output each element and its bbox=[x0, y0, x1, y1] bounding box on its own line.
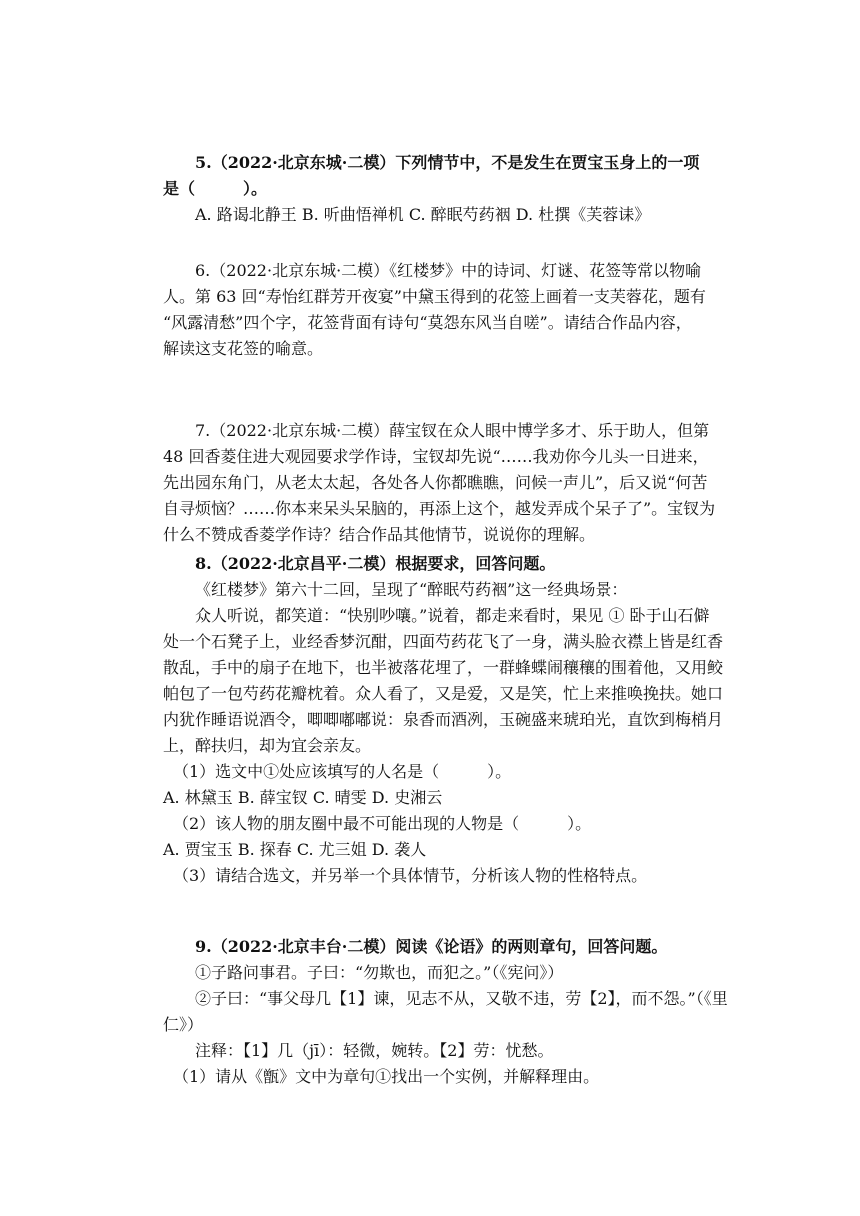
question-9 bbox=[163, 934, 763, 1090]
q5-stem-line2: 是（ ）。 bbox=[163, 179, 268, 198]
question-6 bbox=[163, 258, 763, 362]
q5-stem-line1: 5.（2022·北京东城·二模）下列情节中，不是发生在贾宝玉身上的一项 bbox=[195, 153, 700, 172]
q9-chapter2-line1: ②子曰：“事父母几【1】谏，见志不从，又敬不违，劳【2】，而不怨。”（《里 bbox=[195, 989, 728, 1008]
q6-line4: 解读这支花签的喻意。 bbox=[163, 339, 324, 358]
q8-passage-line1: 众人听说，都笑道：“快别吵嚷。”说着，都走来看时，果见 ① 卧于山石僻 bbox=[195, 606, 710, 625]
q8-passage-line3: 散乱，手中的扇子在地下，也半被落花埋了，一群蜂蝶闹穰穰的围着他，又用鲛 bbox=[163, 658, 724, 677]
q7-line2: 48 回香菱住进大观园要求学作诗，宝钗却先说“……我劝你今儿头一日进来， bbox=[163, 447, 709, 466]
q9-note: 注释：【1】几（jī）：轻微，婉转。【2】劳：忧愁。 bbox=[195, 1041, 554, 1060]
q8-passage-line2: 处一个石凳子上，业经香梦沉酣，四面芍药花飞了一身，满头脸衣襟上皆是红香 bbox=[163, 632, 724, 651]
q5-options: A. 路谒北静王 B. 听曲悟禅机 C. 醉眠芍药裀 D. 杜撰《芙蓉诔》 bbox=[195, 205, 651, 224]
q8-passage-line4: 帕包了一包芍药花瓣枕着。众人看了，又是爱，又是笑，忙上来推唤挽扶。她口 bbox=[163, 684, 724, 703]
q6-line2: 人。第 63 回“寿怡红群芳开夜宴”中黛玉得到的花签上画着一支芙蓉花，题有 bbox=[163, 287, 706, 306]
q8-sub1: （1）选文中①处应该填写的人名是（ ）。 bbox=[173, 762, 512, 781]
q7-line5: 什么不赞成香菱学作诗？结合作品其他情节，说说你的理解。 bbox=[163, 525, 596, 544]
q8-sub3: （3）请结合选文，并另举一个具体情节，分析该人物的性格特点。 bbox=[173, 866, 648, 885]
q7-line1: 7.（2022·北京东城·二模）薛宝钗在众人眼中博学多才、乐于助人，但第 bbox=[195, 421, 710, 440]
q9-sub1: （1）请从《甑》文中为章句①找出一个实例，并解释理由。 bbox=[173, 1067, 600, 1086]
question-5 bbox=[163, 150, 763, 228]
q8-sub1-options: A. 林黛玉 B. 薛宝钗 C. 晴雯 D. 史湘云 bbox=[163, 788, 443, 807]
q9-chapter2-line2: 仁》） bbox=[163, 1015, 204, 1034]
q8-sub2-options: A. 贾宝玉 B. 探春 C. 尤三姐 D. 袭人 bbox=[163, 840, 427, 859]
question-7 bbox=[163, 418, 763, 548]
q7-line3: 先出园东角门，从老太太起，各处各人你都瞧瞧，问候一声儿”，后又说“何苦 bbox=[163, 473, 708, 492]
q8-intro: 《红楼梦》第六十二回，呈现了“醉眠芍药裀”这一经典场景： bbox=[195, 580, 628, 599]
q8-passage-line5: 内犹作睡语说酒令，唧唧嘟嘟说：泉香而酒冽，玉碗盛来琥珀光，直饮到梅梢月 bbox=[163, 710, 724, 729]
q8-passage-line6: 上，醉扶归，却为宜会亲友。 bbox=[163, 736, 372, 755]
q7-line4: 自寻烦恼？……你本来呆头呆脑的，再添上这个，越发弄成个呆子了”。宝钗为 bbox=[163, 499, 716, 518]
q8-sub2: （2）该人物的朋友圈中最不可能出现的人物是（ ）。 bbox=[173, 814, 592, 833]
q9-title: 9.（2022·北京丰台·二模）阅读《论语》的两则章句，回答问题。 bbox=[195, 937, 668, 956]
q9-chapter1: ①子路问事君。子曰：“勿欺也，而犯之。”（《宪问》） bbox=[195, 963, 564, 982]
q6-line1: 6.（2022·北京东城·二模）《红楼梦》中的诗词、灯谜、花签等常以物喻 bbox=[195, 261, 702, 280]
q6-line3: “风露清愁”四个字，花签背面有诗句“莫怨东风当自嗟”。请结合作品内容， bbox=[163, 313, 692, 332]
question-8 bbox=[163, 551, 763, 889]
q8-title: 8.（2022·北京昌平·二模）根据要求，回答问题。 bbox=[195, 554, 556, 573]
